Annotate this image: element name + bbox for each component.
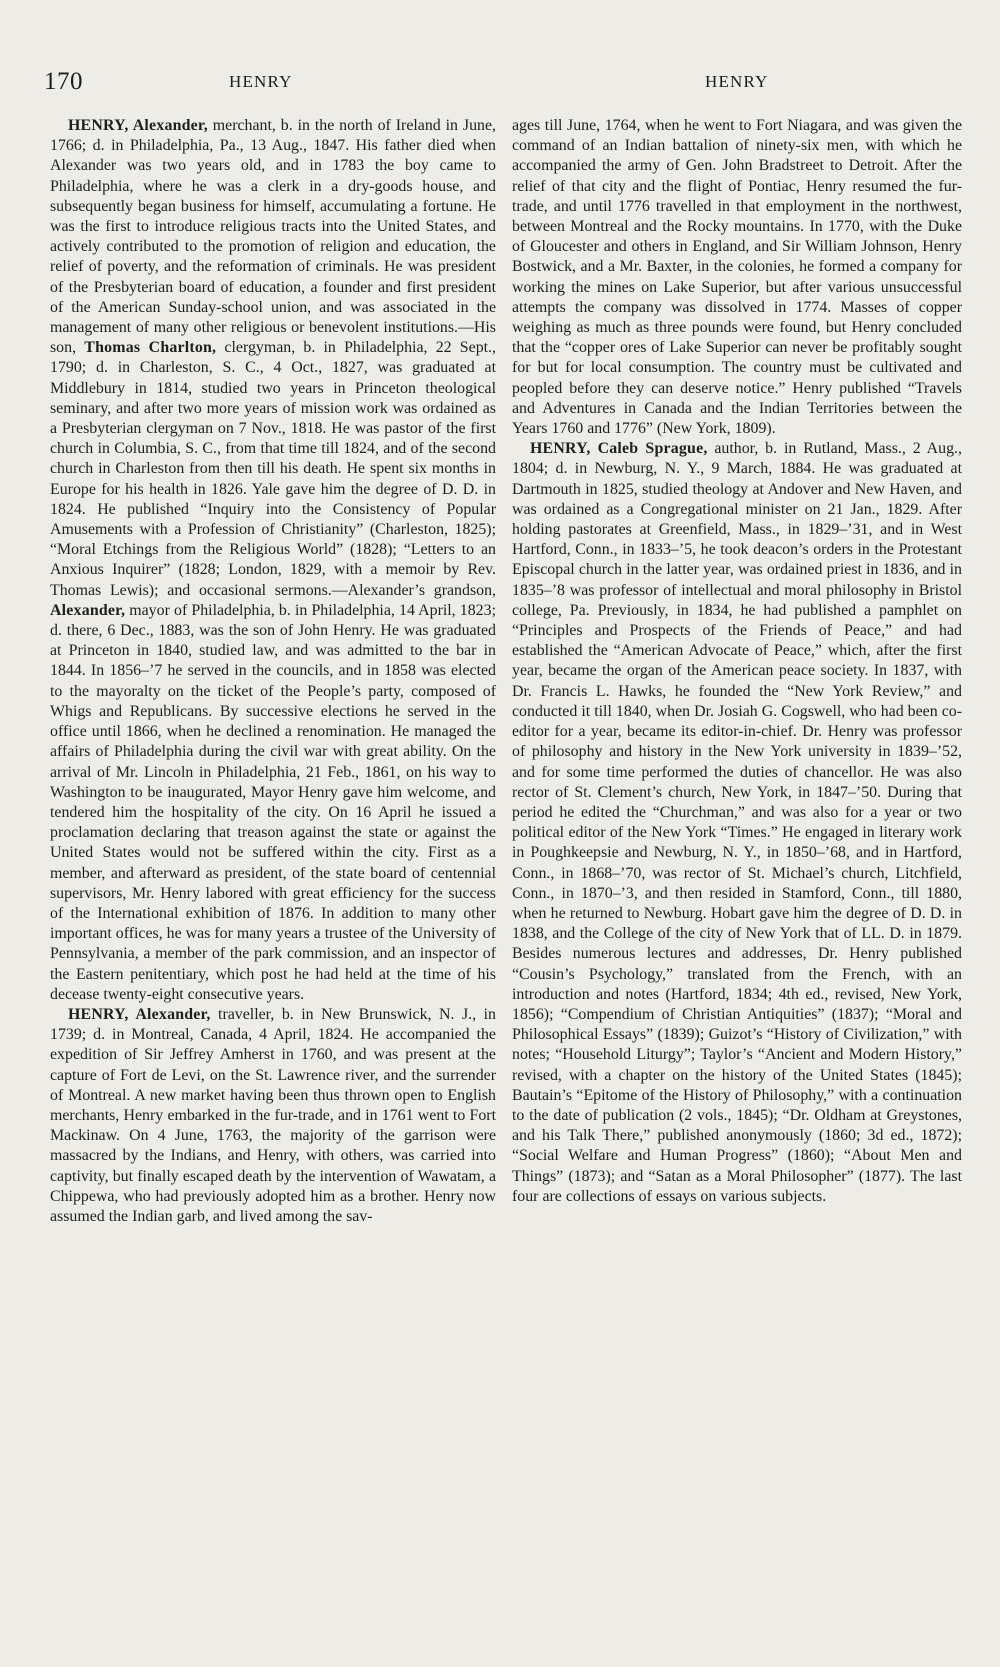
- entry-name: HENRY, Alexander,: [68, 117, 208, 134]
- entry-henry-alexander-merchant: [50, 116, 496, 1005]
- entry-text: traveller, b. in New Brunswick, N. J., in 1739; d. in Montreal, Canada, 4 April, 1824. He accompanied the expedition of Sir Jeffrey Amherst in 1760, and was present at the capture of Fort de Levi, on the St. Lawrence river, and the surrender of Montreal. A new market having been thus thrown open to English merchants, Henry embarked in the fur-trade, and in 1761 went to Fort Mackinaw. On 4 June, 1763, the majority of the garrison were massacred by the Indians, and Henry, with others, was carried into captivity, but finally escaped death by the intervention of Wawatam, a Chippewa, who had previously adopted him as a brother. Henry now assumed the Indian garb, and lived among the sav-: [50, 1005, 496, 1225]
- page-header: [44, 68, 964, 98]
- entry-text: merchant, b. in the north of Ireland in June, 1766; d. in Philadelphia, Pa., 13 Aug., 1847. His father died when Alexander was two years old, and in 1783 the boy came to Philadelphia, where he was a clerk in a dry-goods house, and subsequently began business for himself, accumulating a fortune. He was the first to introduce religious tracts into the United States, and actively contributed to the promotion of religion and education, the relief of poverty, and the reformation of criminals. He was president of the Presbyterian board of education, a founder and first president of the American Sunday-school union, and was associated in the management of many other religious or benevolent institutions.—His son,: [50, 117, 496, 357]
- running-head-left: HENRY: [229, 72, 293, 91]
- entry-text: mayor of Philadelphia, b. in Philadelphia, 14 April, 1823; d. there, 6 Dec., 1883, was the son of John Henry. He was graduated at Princeton in 1840, studied law, and was admitted to the bar in 1844. In 1856–’7 he served in the councils, and in 1858 was elected to the mayoralty on the ticket of the People’s party, composed of Whigs and Republicans. By successive elections he served in the office until 1866, when he declined a renomination. He managed the affairs of Philadelphia during the civil war with great ability. On the arrival of Mr. Lincoln in Philadelphia, 21 Feb., 1861, on his way to Washington to be inaugurated, Mayor Henry gave him welcome, and tendered him the hospitality of the city. On 16 April he issued a proclamation declaring that treason against the state or against the United States would not be suffered within the city. First as a member, and afterward as president, of the state board of centennial supervisors, Mr. Henry labored with great efficiency for the success of the International exhibition of 1876. In addition to many other important offices, he was for many years a trustee of the University of Pennsylvania, a member of the park commission, and an inspector of the Eastern penitentiary, which post he had held at the time of his decease twenty-eight consecutive years.: [50, 601, 496, 1003]
- entry-henry-caleb-sprague: [512, 439, 962, 1207]
- sub-entry-name: Thomas Charlton,: [84, 339, 217, 357]
- entry-name: HENRY, Alexander,: [68, 1005, 211, 1023]
- entry-continuation: ages till June, 1764, when he went to Fort Niagara, and was given the command of an Indian battalion of ninety-six men, with which he accompanied the army of Gen. John Bradstreet to Detroit. After the relief of that city and the flight of Pontiac, Henry resumed the fur-trade, and until 1776 travelled in that employment in the northwest, between Montreal and the Rocky mountains. In 1770, with the Duke of Gloucester and others in England, and Sir William Johnson, Henry Bostwick, and a Mr. Baxter, in the colonies, he formed a company for working the mines on Lake Superior, but after various unsuccessful attempts the company was dissolved in 1774. Masses of copper weighing as much as three pounds were found, but Henry concluded that the “copper ores of Lake Superior can never be profitably sought for but for local consumption. The country must be cultivated and peopled before they can deserve notice.” Henry published “Travels and Adventures in Canada and the Indian Territories between the Years 1760 and 1776” (New York, 1809).: [512, 117, 962, 438]
- entry-text: author, b. in Rutland, Mass., 2 Aug., 1804; d. in Newburg, N. Y., 9 March, 1884. He was graduated at Dartmouth in 1825, studied theology at Andover and New Haven, and was ordained as a Congregational minister on 21 Jan., 1829. After holding pastorates at Greenfield, Mass., in 1829–’31, and in West Hartford, Conn., in 1833–’5, he took deacon’s orders in the Protestant Episcopal church in the latter year, was ordained priest in 1836, and in 1835–’8 was professor of intellectual and moral philosophy in Bristol college, Pa. Previously, in 1834, he had published a pamphlet on “Principles and Prospects of the Friends of Peace,” and had established the “American Advocate of Peace,” which, after the first year, became the organ of the American peace society. In 1837, with Dr. Francis L. Hawks, he founded the “New York Review,” and conducted it till 1840, when Dr. Josiah G. Cogswell, who had been co-editor for a year, became its editor-in-chief. Dr. Henry was professor of philosophy and history in the New York university in 1839–’52, and for some time performed the duties of chancellor. He was also rector of St. Clement’s church, New York, in 1847–’50. During that period he edited the “Churchman,” and was also for a year or two political editor of the New York “Times.” He engaged in literary work in Poughkeepsie and Newburg, N. Y., in 1850–’68, and in Hartford, Conn., in 1868–’70, was rector of St. Michael’s church, Litchfield, Conn., in 1870–’3, and then resided in Stamford, Conn., till 1880, when he returned to Newburg. Hobart gave him the degree of D. D. in 1838, and the College of the city of New York that of LL. D. in 1879. Besides numerous lectures and addresses, Dr. Henry published “Cousin’s Psychology,” translated from the French, with an introduction and notes (Hartford, 1834; 4th ed., revised, New York, 1856); “Compendium of Christian Antiquities” (1837); “Moral and Philosophical Essays” (1839); Guizot’s “History of Civilization,” with notes; “Household Liturgy”; Taylor’s “Ancient and Modern History,” revised, with a chapter on the history of the United States (1845); Bautain’s “Epitome of the History of Philosophy,” with a continuation to the date of publication (2 vols., 1845); “Dr. Oldham at Greystones, and his Talk There,” published anonymously (1860; 3d ed., 1872); “Social Welfare and Human Progress” (1860); “About Men and Things” (1873); and “Satan as a Moral Philosopher” (1877). The last four are collections of essays on various subjects.: [512, 440, 962, 1205]
- left-column: [50, 116, 496, 1227]
- sub-entry-name: Alexander,: [50, 601, 126, 619]
- entry-henry-alexander-traveller: [50, 1005, 496, 1227]
- right-column: [512, 116, 962, 1207]
- page-number: 170: [44, 68, 83, 95]
- entry-name: HENRY, Caleb Sprague,: [530, 440, 708, 458]
- entry-text: clergyman, b. in Philadelphia, 22 Sept., 1790; d. in Charleston, S. C., 4 Oct., 1827, was graduated at Middlebury in 1814, studied two years in Princeton theological seminary, and after two more years of mission work was ordained as a Presbyterian clergyman on 7 Nov., 1818. He was pastor of the first church in Columbia, S. C., from that time till 1824, and of the second church in Charleston from then till his death. He spent six months in Europe for his health in 1826. Yale gave him the degree of D. D. in 1824. He published “Inquiry into the Consistency of Popular Amusements with a Profession of Christianity” (Charleston, 1825); “Moral Etchings from the Religious World” (1828); “Letters to an Anxious Inquirer” (1828; London, 1829, with a memoir by Rev. Thomas Lewis); and occasional sermons.—Alexander’s grandson,: [50, 339, 496, 599]
- running-head-right: HENRY: [705, 72, 769, 91]
